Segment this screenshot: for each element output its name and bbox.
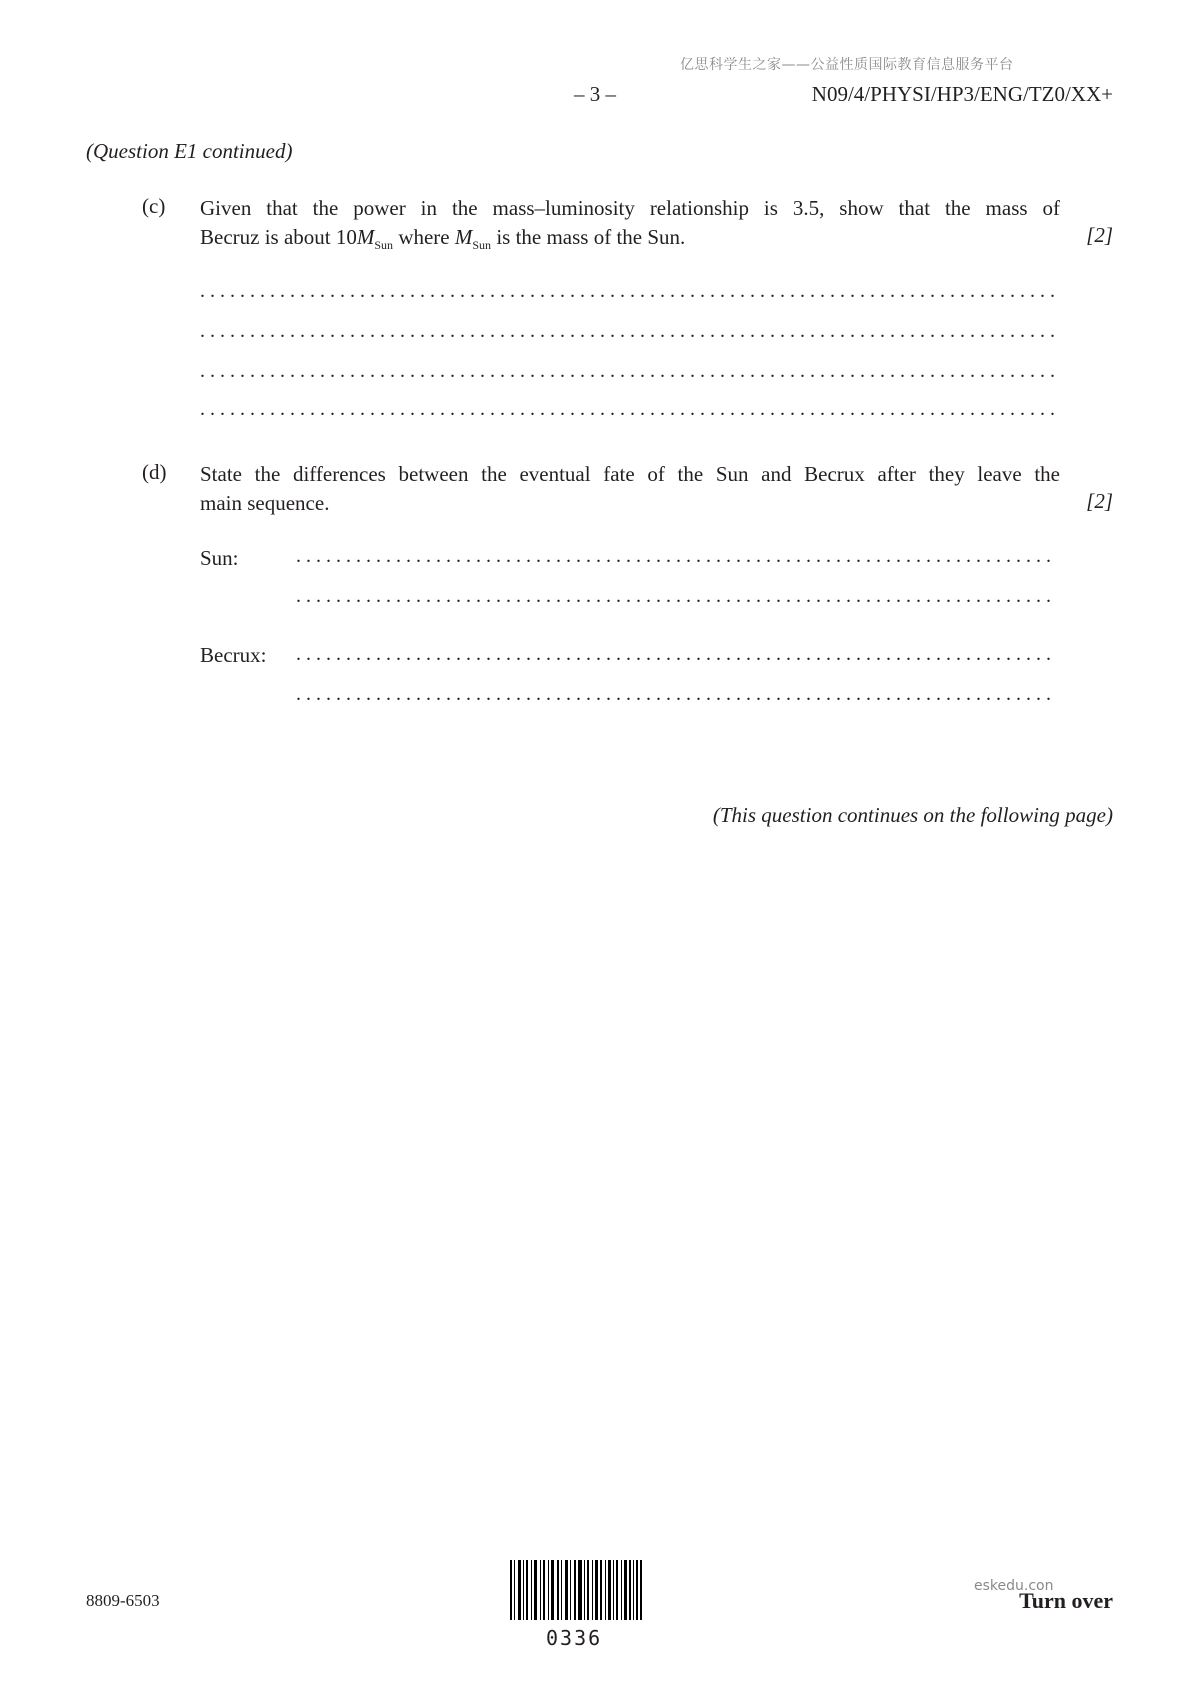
sun-subscript-2: Sun	[472, 238, 492, 253]
becrux-label: Becrux:	[200, 643, 267, 667]
part-d-marks: [2]	[1086, 489, 1113, 513]
part-c-text-a: Becruz is about 10	[200, 225, 357, 249]
answer-line-c4[interactable]	[200, 398, 1054, 422]
sun-subscript: Sun	[374, 238, 394, 253]
m-symbol: M	[356, 225, 375, 249]
question-continues-note: (This question continues on the following page)	[712, 803, 1113, 827]
turn-over-label: Turn over	[1019, 1588, 1113, 1613]
paper-code: N09/4/PHYSI/HP3/ENG/TZ0/XX+	[811, 82, 1113, 106]
answer-line-becrux-2[interactable]	[296, 683, 1054, 707]
answer-line-sun-2[interactable]	[296, 585, 1054, 609]
footer-watermark: eskedu.con	[974, 1578, 1054, 1594]
part-c-line2	[200, 223, 685, 260]
barcode-number: 0336	[546, 1626, 603, 1650]
part-c-text-c: is the mass of the Sun.	[491, 225, 686, 249]
answer-line-sun-1[interactable]	[296, 545, 1054, 569]
page-number: – 3 –	[574, 82, 616, 106]
part-c-marks: [2]	[1086, 223, 1113, 247]
part-c-line1: Given that the power in the mass–luminosity relationship is 3.5, show that the mass of	[200, 196, 1060, 220]
sun-label: Sun:	[200, 546, 239, 570]
answer-line-c1[interactable]	[200, 280, 1054, 304]
barcode-icon	[510, 1560, 642, 1620]
question-continued-heading: (Question E1 continued)	[86, 139, 293, 163]
part-d-label: (d)	[142, 460, 167, 484]
part-c-label: (c)	[142, 194, 166, 218]
answer-line-c3[interactable]	[200, 360, 1054, 384]
watermark-text: 亿思科学生之家——公益性质国际教育信息服务平台	[680, 57, 1014, 73]
answer-line-becrux-1[interactable]	[296, 643, 1054, 667]
part-c-text-b: where	[393, 225, 455, 249]
answer-line-c2[interactable]	[200, 320, 1054, 344]
m-symbol-2: M	[454, 225, 473, 249]
part-d-line2: main sequence.	[200, 491, 330, 515]
part-d-line1: State the differences between the eventual fate of the Sun and Becrux after they leave the	[200, 462, 1060, 486]
footer-code: 8809-6503	[86, 1591, 160, 1610]
